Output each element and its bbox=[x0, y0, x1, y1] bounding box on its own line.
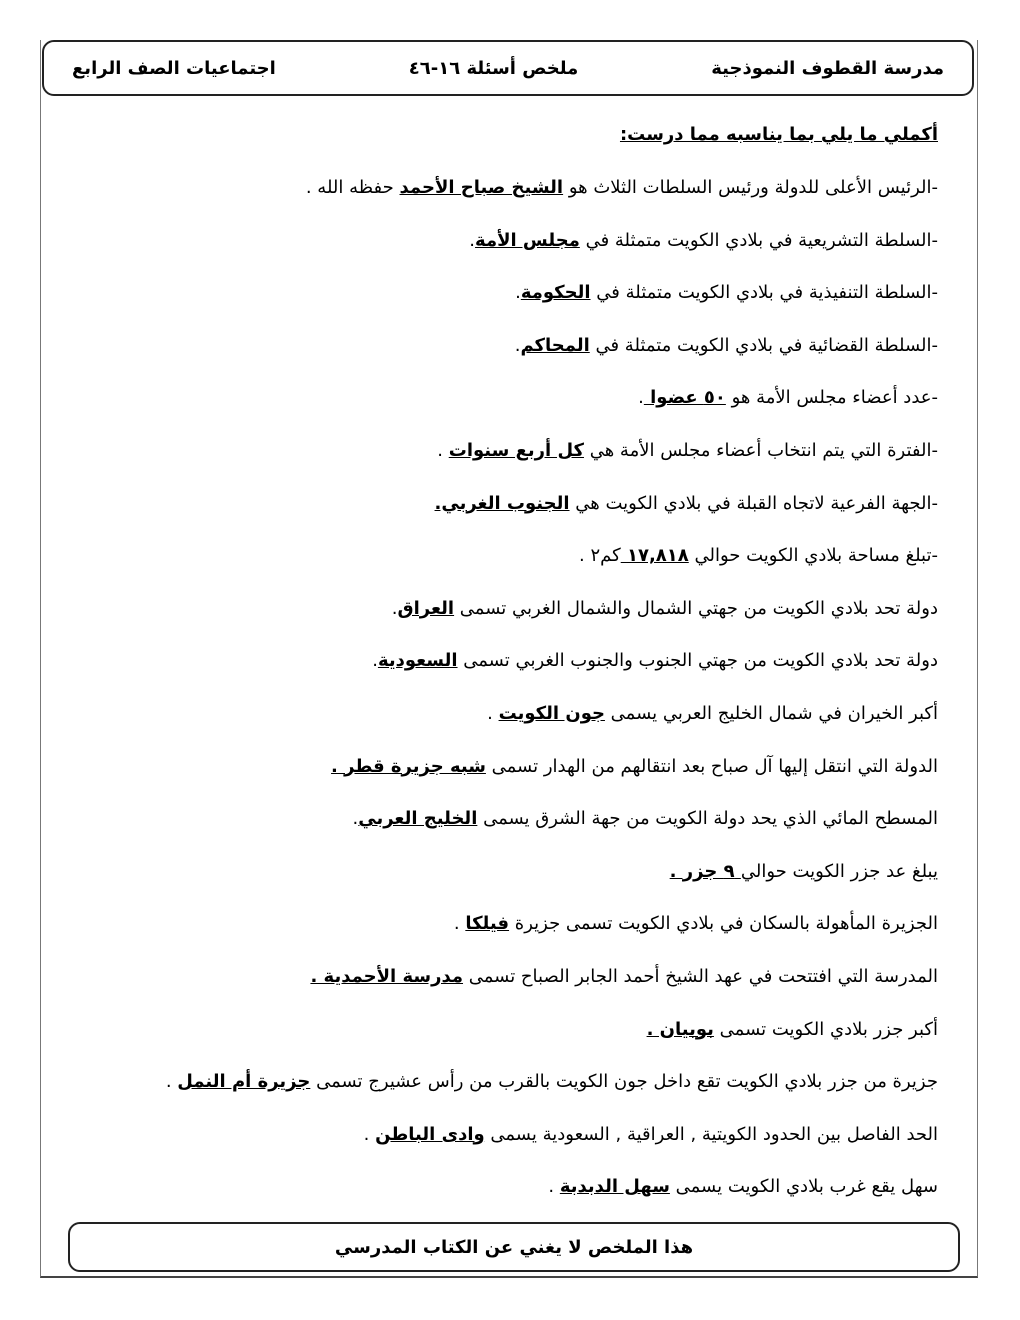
question-text: . bbox=[372, 650, 378, 672]
answer-text: الشيخ صباح الأحمد bbox=[399, 177, 564, 198]
question-text: . bbox=[487, 702, 499, 724]
question-line bbox=[68, 320, 938, 373]
question-text: . bbox=[363, 1123, 376, 1145]
question-text: دولة تحد بلادي الكويت من جهتي الجنوب والجنوب الغربي تسمى bbox=[457, 650, 938, 672]
summary-title: ملخص أسئلة ١٦-٤٦ bbox=[408, 57, 579, 79]
answer-text: مدرسة الأحمدية . bbox=[310, 965, 464, 987]
question-line bbox=[68, 215, 938, 268]
question-line bbox=[68, 741, 938, 794]
question-text: -الفترة التي يتم انتخاب أعضاء مجلس الأمة هي bbox=[583, 439, 938, 461]
question-text: -الرئيس الأعلى للدولة ورئيس السلطات الثلاث هو bbox=[563, 177, 938, 198]
question-text: . bbox=[352, 808, 359, 830]
question-text: المسطح المائي الذي يحد دولة الكويت من جهة الشرق يسمى bbox=[477, 808, 938, 830]
question-line bbox=[68, 898, 938, 951]
question-line bbox=[68, 1056, 938, 1109]
question-line bbox=[68, 1004, 938, 1057]
question-text: -السلطة التشريعية في بلادي الكويت متمثلة في bbox=[579, 229, 938, 251]
question-line bbox=[68, 372, 938, 425]
question-line bbox=[68, 1161, 938, 1214]
question-text: . bbox=[514, 334, 521, 356]
page-header bbox=[42, 40, 974, 96]
question-text: . bbox=[453, 913, 466, 935]
question-text: . bbox=[469, 229, 476, 251]
question-text: -السلطة التنفيذية في بلادي الكويت متمثلة في bbox=[590, 282, 938, 304]
answer-text: شبه جزيرة قطر . bbox=[331, 755, 486, 777]
answer-text: سهل الدبدبة bbox=[559, 1176, 670, 1198]
question-text: . bbox=[548, 1176, 560, 1198]
question-text: أكبر جزر بلادي الكويت تسمى bbox=[713, 1018, 938, 1040]
answer-text: فيلكا bbox=[465, 913, 510, 935]
answer-text: ٥٠ عضوا bbox=[643, 387, 726, 409]
question-text: يبلغ عد جزر الكويت حوالي bbox=[740, 860, 938, 882]
answer-text: بوبيان . bbox=[646, 1018, 714, 1040]
question-line bbox=[68, 793, 938, 846]
question-line bbox=[68, 162, 938, 215]
question-text: الجزيرة المأهولة بالسكان في بلادي الكويت تسمى جزيرة bbox=[509, 913, 938, 935]
answer-text: العراق bbox=[397, 597, 455, 619]
answer-text: ١٧,٨١٨ bbox=[620, 545, 689, 567]
question-line bbox=[68, 635, 938, 688]
question-line bbox=[68, 1109, 938, 1162]
answer-text: جون الكويت bbox=[498, 702, 605, 724]
question-line bbox=[68, 267, 938, 320]
question-line bbox=[68, 425, 938, 478]
questions-content bbox=[68, 108, 938, 1214]
instructions-heading: أكملي ما يلي بما يناسبه مما درست: bbox=[619, 124, 938, 145]
answer-text: كل أربع سنوات bbox=[448, 439, 584, 461]
answer-text: وادى الباطن bbox=[375, 1123, 485, 1145]
question-line bbox=[68, 583, 938, 636]
question-text: دولة تحد بلادي الكويت من جهتي الشمال والشمال الغربي تسمى bbox=[454, 597, 938, 619]
question-text: أكبر الخيران في شمال الخليج العربي يسمى bbox=[604, 702, 938, 724]
question-text: سهل يقع غرب بلادي الكويت يسمى bbox=[669, 1176, 938, 1198]
question-line bbox=[68, 688, 938, 741]
answer-text: ٩ جزر . bbox=[669, 860, 741, 882]
answer-text: جزيرة أم النمل bbox=[177, 1071, 311, 1093]
answer-text: مجلس الأمة bbox=[475, 229, 580, 251]
question-line bbox=[68, 478, 938, 531]
question-text: . bbox=[515, 282, 521, 304]
subject-title: اجتماعيات الصف الرابع bbox=[72, 57, 276, 79]
answer-text: السعودية bbox=[377, 650, 458, 672]
question-text: كم٢ . bbox=[579, 545, 621, 567]
question-line bbox=[68, 951, 938, 1004]
question-text: . bbox=[391, 597, 398, 619]
question-text: . bbox=[638, 387, 644, 409]
question-text: حفظه الله . bbox=[305, 177, 400, 198]
question-line bbox=[68, 530, 938, 583]
question-text: المدرسة التي افتتحت في عهد الشيخ أحمد الجابر الصباح تسمى bbox=[463, 965, 938, 987]
answer-text: المحاكم bbox=[520, 334, 590, 356]
question-line bbox=[68, 846, 938, 899]
question-text: -السلطة القضائية في بلادي الكويت متمثلة في bbox=[589, 334, 938, 356]
question-list bbox=[68, 162, 938, 1214]
answer-text: الخليج العربي bbox=[358, 808, 478, 830]
footer-text: هذا الملخص لا يغني عن الكتاب المدرسي bbox=[334, 1236, 694, 1258]
question-text: الحد الفاصل بين الحدود الكويتية , العراقية , السعودية يسمى bbox=[484, 1123, 938, 1145]
answer-text: الجنوب الغربي. bbox=[434, 492, 570, 514]
question-text: . bbox=[165, 1071, 178, 1093]
question-text: . bbox=[437, 439, 449, 461]
question-text: الدولة التي انتقل إليها آل صباح بعد انتقالهم من الهدار تسمى bbox=[485, 755, 938, 777]
question-text: -تبلغ مساحة بلادي الكويت حوالي bbox=[688, 545, 938, 567]
question-text: -عدد أعضاء مجلس الأمة هو bbox=[725, 387, 938, 409]
school-name: مدرسة القطوف النموذجية bbox=[711, 57, 944, 79]
question-text: -الجهة الفرعية لاتجاه القبلة في بلادي الكويت هي bbox=[569, 492, 938, 514]
question-text: جزيرة من جزر بلادي الكويت تقع داخل جون الكويت بالقرب من رأس عشيرج تسمى bbox=[310, 1071, 938, 1093]
footer-note bbox=[68, 1222, 960, 1272]
answer-text: الحكومة bbox=[520, 282, 591, 304]
